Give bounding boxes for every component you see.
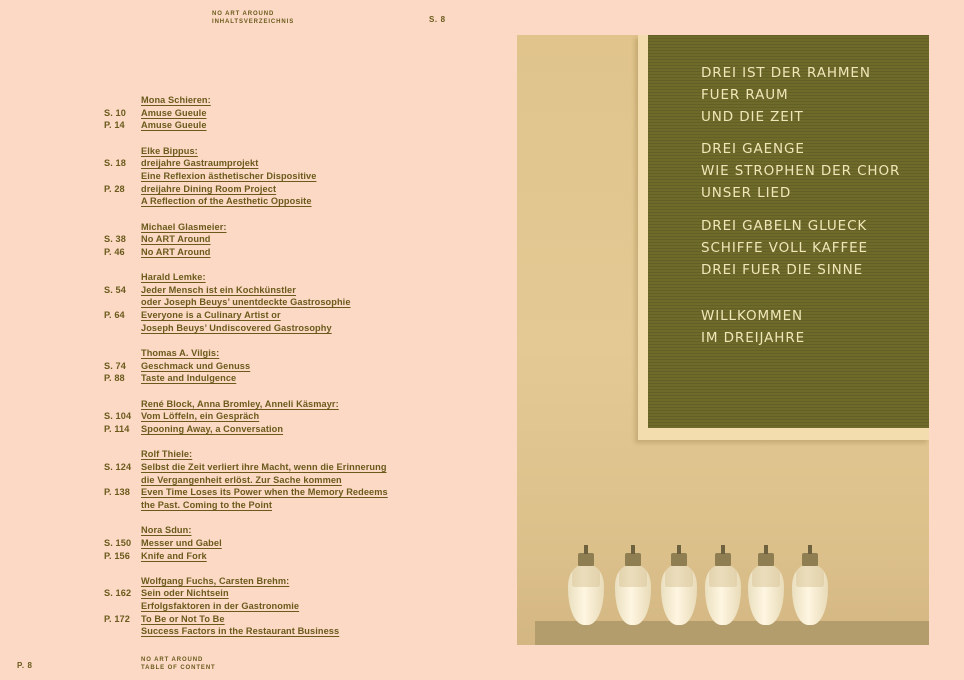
- board-line: WILLKOMMEN: [701, 308, 804, 324]
- toc-entry: [104, 246, 404, 259]
- toc-entry: [104, 423, 404, 436]
- toc-entry: [104, 296, 404, 309]
- toc-author: [104, 575, 404, 588]
- toc-page-number: P. 28: [104, 183, 125, 194]
- toc-author: [104, 145, 404, 158]
- toc-author: [104, 524, 404, 537]
- toc-entry-title[interactable]: Selbst die Zeit verliert ihre Macht, wenn die Erinnerung: [141, 461, 387, 472]
- toc-page-number: S. 104: [104, 411, 132, 422]
- toc-entry: [104, 474, 404, 487]
- toc-page-number: P. 88: [104, 373, 125, 384]
- letterboard-photo: [517, 35, 929, 645]
- toc-entry-title[interactable]: Knife and Fork: [141, 550, 207, 561]
- section-gap: [104, 208, 404, 221]
- toc-entry: [104, 486, 404, 499]
- toc-page-number: P. 156: [104, 550, 130, 561]
- footer-book-title: NO ART AROUND: [141, 657, 204, 663]
- toc-entry-title[interactable]: dreijahre Dining Room Project: [141, 183, 277, 194]
- toc-page-number: [104, 499, 141, 512]
- toc-entry-title[interactable]: oder Joseph Beuys’ unentdeckte Gastrosophie: [141, 297, 351, 308]
- toc-page-number: S. 74: [104, 360, 126, 371]
- toc-entry: [104, 410, 404, 423]
- toc-author-name[interactable]: Harald Lemke:: [141, 272, 206, 283]
- toc-author: [104, 221, 404, 234]
- toc-entry: [104, 372, 404, 385]
- section-gap: [104, 132, 404, 145]
- toc-entry-title[interactable]: the Past. Coming to the Point: [141, 499, 273, 510]
- section-gap: [104, 385, 404, 398]
- header-book-title: NO ART AROUND: [212, 11, 275, 17]
- toc-entry: [104, 550, 404, 563]
- toc-page-number: P. 172: [104, 613, 130, 624]
- toc-author-name[interactable]: Michael Glasmeier:: [141, 221, 227, 232]
- toc-entry-title[interactable]: Everyone is a Culinary Artist or: [141, 310, 281, 321]
- toc-entry-title[interactable]: Messer und Gabel: [141, 537, 222, 548]
- toc-entry-title[interactable]: Success Factors in the Restaurant Business: [141, 626, 340, 637]
- toc-author-name[interactable]: Wolfgang Fuchs, Carsten Brehm:: [141, 575, 290, 586]
- toc-entry: [104, 170, 404, 183]
- header-section-title: INHALTSVERZEICHNIS: [212, 19, 295, 25]
- toc-entry: [104, 461, 404, 474]
- toc-page-number: [104, 474, 141, 487]
- toc-entry-title[interactable]: die Vergangenheit erlöst. Zur Sache kommen: [141, 474, 342, 485]
- toc-page-number: [104, 296, 141, 309]
- running-footer: [141, 656, 216, 672]
- toc-entry: [104, 195, 404, 208]
- footer-section-title: TABLE OF CONTENT: [141, 665, 216, 671]
- toc-entry: [104, 499, 404, 512]
- toc-author-name[interactable]: Thomas A. Vilgis:: [141, 348, 220, 359]
- toc-entry: [104, 600, 404, 613]
- board-line: DREI FUER DIE SINNE: [701, 262, 864, 278]
- toc-entry: [104, 322, 404, 335]
- board-line: UNSER LIED: [701, 185, 792, 201]
- toc-page-number: [104, 195, 141, 208]
- toc-entry: [104, 284, 404, 297]
- running-header: [212, 10, 294, 26]
- table-of-contents: [104, 94, 404, 638]
- toc-entry: [104, 107, 404, 120]
- toc-author: [104, 448, 404, 461]
- board-line: UND DIE ZEIT: [701, 109, 804, 125]
- toc-page-number: S. 18: [104, 158, 126, 169]
- section-gap: [104, 259, 404, 272]
- board-line: WIE STROPHEN DER CHOR: [701, 163, 901, 179]
- toc-entry: [104, 613, 404, 626]
- toc-entry-title[interactable]: Joseph Beuys’ Undiscovered Gastrosophy: [141, 322, 332, 333]
- toc-author-name[interactable]: Mona Schieren:: [141, 95, 211, 105]
- board-line: DREI GAENGE: [701, 141, 805, 157]
- toc-entry-title[interactable]: Amuse Gueule: [141, 120, 207, 131]
- toc-entry-title[interactable]: dreijahre Gastraumprojekt: [141, 158, 259, 169]
- section-gap: [104, 562, 404, 575]
- toc-entry: [104, 183, 404, 196]
- toc-page-number: P. 46: [104, 246, 125, 257]
- sugar-dispenser: [660, 545, 698, 627]
- toc-author-name[interactable]: Rolf Thiele:: [141, 449, 193, 460]
- toc-entry-title[interactable]: Amuse Gueule: [141, 107, 207, 118]
- toc-page-number: S. 54: [104, 284, 126, 295]
- toc-entry: [104, 309, 404, 322]
- toc-page-number: P. 114: [104, 423, 130, 434]
- toc-entry: [104, 587, 404, 600]
- sugar-dispenser: [747, 545, 785, 627]
- section-gap: [104, 436, 404, 449]
- toc-entry: [104, 233, 404, 246]
- toc-page-number: S. 162: [104, 588, 132, 599]
- toc-page-number: S. 10: [104, 107, 126, 118]
- toc-page-number: P. 14: [104, 120, 125, 131]
- toc-entry-title[interactable]: Vom Löffeln, ein Gespräch: [141, 411, 260, 422]
- page-number-top: S. 8: [429, 15, 446, 24]
- toc-author-name[interactable]: Elke Bippus:: [141, 145, 198, 156]
- toc-entry: [104, 360, 404, 373]
- toc-author: [104, 347, 404, 360]
- toc-entry: [104, 119, 404, 132]
- toc-page-number: [104, 170, 141, 183]
- section-gap: [104, 512, 404, 525]
- toc-entry-title[interactable]: Spooning Away, a Conversation: [141, 423, 284, 434]
- toc-entry-title[interactable]: Even Time Loses its Power when the Memory Redeems: [141, 487, 388, 498]
- toc-author: [104, 271, 404, 284]
- board-line: DREI IST DER RAHMEN: [701, 65, 871, 81]
- sugar-dispenser: [704, 545, 742, 627]
- toc-author: [104, 94, 404, 107]
- toc-entry-title[interactable]: Taste and Indulgence: [141, 373, 237, 384]
- toc-entry: [104, 625, 404, 638]
- toc-entry-title[interactable]: A Reflection of the Aesthetic Opposite: [141, 196, 312, 207]
- sugar-dispenser: [567, 545, 605, 627]
- toc-entry-title[interactable]: Jeder Mensch ist ein Kochkünstler: [141, 284, 296, 295]
- toc-author: [104, 398, 404, 411]
- toc-page-number: [104, 322, 141, 335]
- toc-entry-title[interactable]: To Be or Not To Be: [141, 613, 225, 624]
- section-gap: [104, 334, 404, 347]
- sugar-dispenser: [614, 545, 652, 627]
- letter-board: [648, 35, 929, 428]
- toc-entry-title[interactable]: Sein oder Nichtsein: [141, 588, 229, 599]
- toc-page-number: [104, 625, 141, 638]
- page-number-bottom: P. 8: [17, 661, 33, 670]
- toc-author-name[interactable]: René Block, Anna Bromley, Anneli Käsmayr:: [141, 398, 339, 409]
- toc-entry-title[interactable]: Erfolgsfaktoren in der Gastronomie: [141, 601, 300, 612]
- toc-entry-title[interactable]: No ART Around: [141, 246, 211, 257]
- toc-page-number: P. 138: [104, 487, 130, 498]
- toc-author-name[interactable]: Nora Sdun:: [141, 525, 192, 536]
- toc-entry-title[interactable]: Eine Reflexion ästhetischer Dispositive: [141, 170, 317, 181]
- board-line: SCHIFFE VOLL KAFFEE: [701, 240, 868, 256]
- board-line: IM DREIJAHRE: [701, 330, 806, 346]
- toc-entry-title[interactable]: Geschmack und Genuss: [141, 360, 251, 371]
- toc-entry: [104, 157, 404, 170]
- sugar-dispenser: [791, 545, 829, 627]
- toc-page-number: [104, 600, 141, 613]
- toc-page-number: S. 38: [104, 234, 126, 245]
- toc-page-number: S. 150: [104, 537, 132, 548]
- toc-page-number: S. 124: [104, 461, 132, 472]
- board-line: DREI GABELN GLUECK: [701, 218, 868, 234]
- toc-entry: [104, 537, 404, 550]
- toc-page-number: P. 64: [104, 310, 125, 321]
- toc-entry-title[interactable]: No ART Around: [141, 234, 211, 245]
- board-line: FUER RAUM: [701, 87, 789, 103]
